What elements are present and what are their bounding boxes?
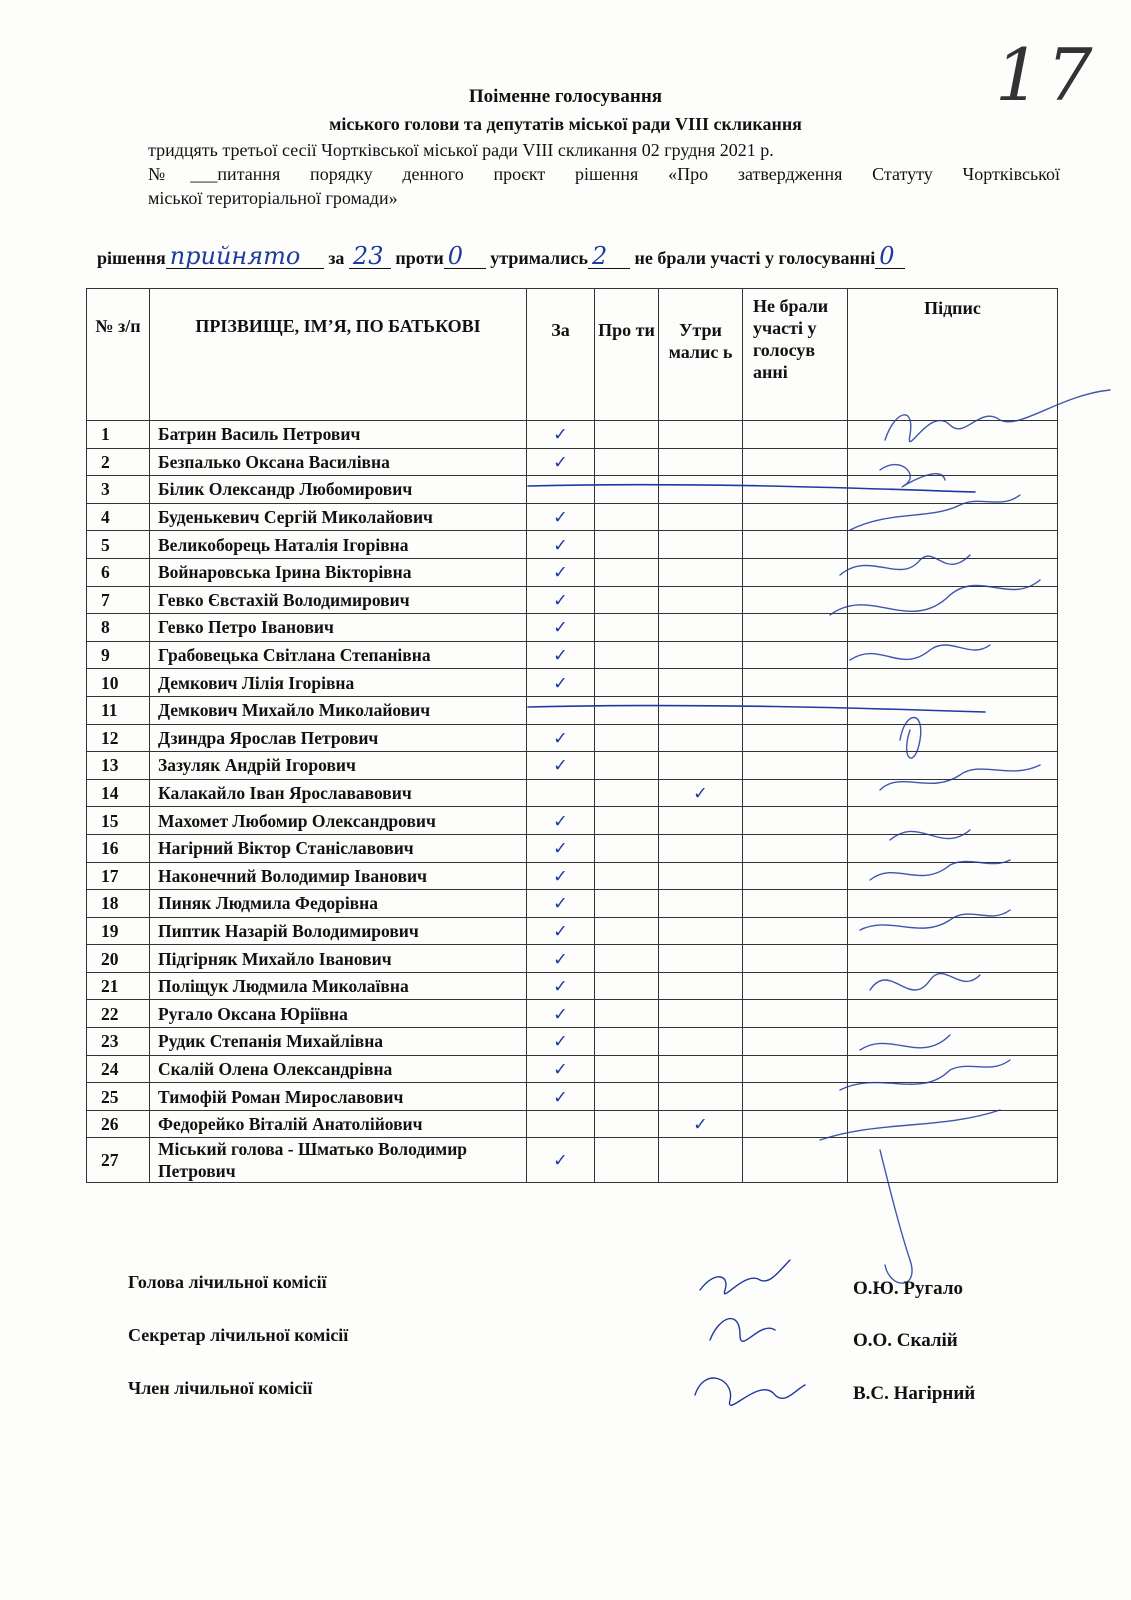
vote-not-voting-cell bbox=[743, 476, 848, 504]
deputy-name: Буденькевич Сергій Миколайович bbox=[150, 503, 527, 531]
row-number: 15 bbox=[87, 807, 150, 835]
vote-for-cell: ✓ bbox=[527, 614, 595, 642]
signature-cell bbox=[848, 752, 1058, 780]
row-number: 27 bbox=[87, 1138, 150, 1183]
vote-against-cell bbox=[595, 890, 659, 918]
vote-not-voting-cell bbox=[743, 586, 848, 614]
deputy-name: Рудик Степанія Михайлівна bbox=[150, 1028, 527, 1056]
signature-cell bbox=[848, 972, 1058, 1000]
table-row bbox=[87, 1028, 1058, 1056]
vote-result-summary bbox=[97, 242, 905, 270]
row-number: 23 bbox=[87, 1028, 150, 1056]
vote-for-cell: ✓ bbox=[527, 421, 595, 449]
abstained-label: утримались bbox=[490, 248, 588, 268]
vote-against-cell bbox=[595, 476, 659, 504]
signature-cell bbox=[848, 696, 1058, 724]
question-line-continued: міської територіальної громади» bbox=[148, 188, 398, 208]
vote-not-voting-cell bbox=[743, 807, 848, 835]
table-row bbox=[87, 696, 1058, 724]
vote-against-cell bbox=[595, 448, 659, 476]
vote-abstained-cell bbox=[659, 834, 743, 862]
row-number: 22 bbox=[87, 1000, 150, 1028]
table-row bbox=[87, 1110, 1058, 1138]
vote-against-cell bbox=[595, 696, 659, 724]
signature-cell bbox=[848, 779, 1058, 807]
vote-abstained-cell bbox=[659, 945, 743, 973]
vote-for-cell: ✓ bbox=[527, 531, 595, 559]
abstained-value: 2 bbox=[592, 242, 608, 270]
vote-not-voting-cell bbox=[743, 696, 848, 724]
signature-cell bbox=[848, 1083, 1058, 1111]
signature-cell bbox=[848, 807, 1058, 835]
deputy-name: Гевко Петро Іванович bbox=[150, 614, 527, 642]
abstained-blank bbox=[588, 242, 630, 270]
signature-cell bbox=[848, 641, 1058, 669]
row-number: 10 bbox=[87, 669, 150, 697]
vote-for-cell: ✓ bbox=[527, 972, 595, 1000]
secretary-label: Секретар лічильної комісії bbox=[128, 1325, 349, 1345]
vote-abstained-cell bbox=[659, 972, 743, 1000]
vote-abstained-cell bbox=[659, 890, 743, 918]
row-number: 6 bbox=[87, 558, 150, 586]
vote-not-voting-cell bbox=[743, 669, 848, 697]
vote-not-voting-cell bbox=[743, 862, 848, 890]
against-value: 0 bbox=[447, 242, 464, 270]
signature-cell bbox=[848, 1028, 1058, 1056]
row-number: 21 bbox=[87, 972, 150, 1000]
signature-cell bbox=[848, 476, 1058, 504]
vote-against-cell bbox=[595, 834, 659, 862]
row-number: 14 bbox=[87, 779, 150, 807]
chair-label: Голова лічильної комісії bbox=[128, 1272, 327, 1292]
signature-cell bbox=[848, 558, 1058, 586]
vote-for-cell: ✓ bbox=[527, 586, 595, 614]
member-label: Член лічильної комісії bbox=[128, 1378, 313, 1398]
table-row bbox=[87, 862, 1058, 890]
header-num: № з/п bbox=[87, 289, 150, 421]
table-row bbox=[87, 752, 1058, 780]
signature-cell bbox=[848, 448, 1058, 476]
vote-not-voting-cell bbox=[743, 614, 848, 642]
vote-against-cell bbox=[595, 614, 659, 642]
vote-against-cell bbox=[595, 807, 659, 835]
vote-abstained-cell bbox=[659, 448, 743, 476]
session-line: тридцять третьої сесії Чортківської міської ради VIII скликання 02 грудня 2021 р. bbox=[148, 140, 774, 160]
row-number: 3 bbox=[87, 476, 150, 504]
vote-for-cell: ✓ bbox=[527, 641, 595, 669]
vote-against-cell bbox=[595, 945, 659, 973]
deputy-name: Демкович Михайло Миколайович bbox=[150, 696, 527, 724]
deputy-name: Грабовецька Світлана Степанівна bbox=[150, 641, 527, 669]
question-line: №___питання порядку денного проєкт рішення «Про затвердження Статуту Чортківської bbox=[148, 164, 1060, 184]
row-number: 20 bbox=[87, 945, 150, 973]
vote-abstained-cell bbox=[659, 641, 743, 669]
signature-cell bbox=[848, 862, 1058, 890]
vote-not-voting-cell bbox=[743, 421, 848, 449]
table-row bbox=[87, 503, 1058, 531]
vote-against-cell bbox=[595, 421, 659, 449]
vote-not-voting-cell bbox=[743, 724, 848, 752]
signature-cell bbox=[848, 1055, 1058, 1083]
vote-abstained-cell bbox=[659, 558, 743, 586]
row-number: 17 bbox=[87, 862, 150, 890]
vote-against-cell bbox=[595, 752, 659, 780]
table-row bbox=[87, 945, 1058, 973]
vote-not-voting-cell bbox=[743, 1028, 848, 1056]
vote-for-cell: ✓ bbox=[527, 669, 595, 697]
vote-for-cell: ✓ bbox=[527, 1000, 595, 1028]
against-blank bbox=[444, 242, 486, 270]
vote-abstained-cell: ✓ bbox=[659, 779, 743, 807]
vote-not-voting-cell bbox=[743, 945, 848, 973]
vote-abstained-cell bbox=[659, 1138, 743, 1183]
signature-cell bbox=[848, 917, 1058, 945]
table-row bbox=[87, 834, 1058, 862]
deputy-name: Пиптик Назарій Володимирович bbox=[150, 917, 527, 945]
vote-for-cell: ✓ bbox=[527, 1055, 595, 1083]
deputy-name: Наконечний Володимир Іванович bbox=[150, 862, 527, 890]
signature-cell bbox=[848, 531, 1058, 559]
vote-abstained-cell bbox=[659, 531, 743, 559]
decision-label: рішення bbox=[97, 248, 166, 268]
table-row bbox=[87, 890, 1058, 918]
table-row bbox=[87, 1055, 1058, 1083]
vote-for-cell: ✓ bbox=[527, 724, 595, 752]
vote-against-cell bbox=[595, 779, 659, 807]
vote-against-cell bbox=[595, 724, 659, 752]
vote-not-voting-cell bbox=[743, 503, 848, 531]
vote-against-cell bbox=[595, 1110, 659, 1138]
vote-abstained-cell bbox=[659, 724, 743, 752]
row-number: 18 bbox=[87, 890, 150, 918]
vote-not-voting-cell bbox=[743, 1138, 848, 1183]
page-number-text: 17 bbox=[995, 33, 1099, 117]
table-row bbox=[87, 558, 1058, 586]
decision-value: прийнято bbox=[169, 242, 301, 270]
row-number: 25 bbox=[87, 1083, 150, 1111]
vote-for-cell: ✓ bbox=[527, 834, 595, 862]
header-against: Про ти bbox=[595, 289, 659, 421]
vote-against-cell bbox=[595, 1083, 659, 1111]
deputy-name: Поліщук Людмила Миколаївна bbox=[150, 972, 527, 1000]
vote-not-voting-cell bbox=[743, 752, 848, 780]
table-row bbox=[87, 1083, 1058, 1111]
deputy-name: Ругало Оксана Юріївна bbox=[150, 1000, 527, 1028]
vote-against-cell bbox=[595, 1028, 659, 1056]
decision-blank bbox=[166, 242, 324, 270]
vote-against-cell bbox=[595, 558, 659, 586]
vote-against-cell bbox=[595, 1000, 659, 1028]
vote-against-cell bbox=[595, 1055, 659, 1083]
header-signature: Підпис bbox=[848, 289, 1058, 421]
deputy-name: Батрин Василь Петрович bbox=[150, 421, 527, 449]
signature-cell bbox=[848, 1138, 1058, 1183]
table-row bbox=[87, 614, 1058, 642]
vote-abstained-cell bbox=[659, 752, 743, 780]
vote-abstained-cell bbox=[659, 1000, 743, 1028]
signature-cell bbox=[848, 586, 1058, 614]
vote-for-cell bbox=[527, 779, 595, 807]
against-label: проти bbox=[395, 248, 444, 268]
signature-cell bbox=[848, 890, 1058, 918]
vote-abstained-cell bbox=[659, 1083, 743, 1111]
deputy-name: Скалій Олена Олександрівна bbox=[150, 1055, 527, 1083]
roll-call-table bbox=[86, 288, 1058, 1183]
row-number: 4 bbox=[87, 503, 150, 531]
vote-for-cell: ✓ bbox=[527, 917, 595, 945]
vote-abstained-cell bbox=[659, 917, 743, 945]
vote-not-voting-cell bbox=[743, 890, 848, 918]
table-row bbox=[87, 724, 1058, 752]
deputy-name: Гевко Євстахій Володимирович bbox=[150, 586, 527, 614]
row-number: 2 bbox=[87, 448, 150, 476]
table-row bbox=[87, 476, 1058, 504]
row-number: 11 bbox=[87, 696, 150, 724]
vote-for-cell: ✓ bbox=[527, 1138, 595, 1183]
row-number: 26 bbox=[87, 1110, 150, 1138]
vote-not-voting-cell bbox=[743, 641, 848, 669]
deputy-name: Тимофій Роман Мирославович bbox=[150, 1083, 527, 1111]
table-row bbox=[87, 421, 1058, 449]
vote-against-cell bbox=[595, 669, 659, 697]
table-row bbox=[87, 1138, 1058, 1183]
table-row bbox=[87, 779, 1058, 807]
table-row bbox=[87, 641, 1058, 669]
vote-abstained-cell bbox=[659, 586, 743, 614]
vote-not-voting-cell bbox=[743, 531, 848, 559]
document-subtitle: міського голови та депутатів міської ради VIII скликання bbox=[329, 114, 802, 134]
deputy-name: Зазуляк Андрій Ігорович bbox=[150, 752, 527, 780]
vote-abstained-cell bbox=[659, 503, 743, 531]
secretary-name: О.О. Скалій bbox=[853, 1330, 958, 1351]
vote-against-cell bbox=[595, 586, 659, 614]
signature-cell bbox=[848, 834, 1058, 862]
row-number: 8 bbox=[87, 614, 150, 642]
vote-against-cell bbox=[595, 972, 659, 1000]
row-number: 12 bbox=[87, 724, 150, 752]
vote-abstained-cell: ✓ bbox=[659, 1110, 743, 1138]
vote-against-cell bbox=[595, 503, 659, 531]
for-label: за bbox=[328, 248, 345, 268]
deputy-name: Демкович Лілія Ігорівна bbox=[150, 669, 527, 697]
vote-not-voting-cell bbox=[743, 834, 848, 862]
vote-not-voting-cell bbox=[743, 779, 848, 807]
signature-cell bbox=[848, 669, 1058, 697]
chair-name: О.Ю. Ругало bbox=[853, 1278, 963, 1299]
row-number: 13 bbox=[87, 752, 150, 780]
vote-abstained-cell bbox=[659, 1028, 743, 1056]
table-row bbox=[87, 586, 1058, 614]
table-row bbox=[87, 807, 1058, 835]
deputy-name: Нагірний Віктор Станіславович bbox=[150, 834, 527, 862]
vote-not-voting-cell bbox=[743, 917, 848, 945]
deputy-name: Великоборець Наталія Ігорівна bbox=[150, 531, 527, 559]
vote-for-cell: ✓ bbox=[527, 503, 595, 531]
commission-signatures bbox=[695, 1260, 805, 1405]
table-row bbox=[87, 531, 1058, 559]
vote-for-cell bbox=[527, 1110, 595, 1138]
signature-cell bbox=[848, 421, 1058, 449]
signature-cell bbox=[848, 1110, 1058, 1138]
vote-for-cell: ✓ bbox=[527, 448, 595, 476]
vote-against-cell bbox=[595, 917, 659, 945]
deputy-name: Підгірняк Михайло Іванович bbox=[150, 945, 527, 973]
not-voting-label: не брали участі у голосуванні bbox=[634, 248, 876, 268]
vote-not-voting-cell bbox=[743, 972, 848, 1000]
vote-against-cell bbox=[595, 641, 659, 669]
table-row bbox=[87, 972, 1058, 1000]
deputy-name: Пиняк Людмила Федорівна bbox=[150, 890, 527, 918]
table-header-row bbox=[87, 289, 1058, 421]
vote-for-cell bbox=[527, 476, 595, 504]
vote-abstained-cell bbox=[659, 807, 743, 835]
member-name: В.С. Нагірний bbox=[853, 1383, 976, 1404]
vote-for-cell: ✓ bbox=[527, 752, 595, 780]
deputy-name: Міський голова - Шматько Володимир Петрович bbox=[150, 1138, 527, 1183]
vote-abstained-cell bbox=[659, 696, 743, 724]
vote-for-cell: ✓ bbox=[527, 807, 595, 835]
vote-for-cell: ✓ bbox=[527, 558, 595, 586]
document-title: Поіменне голосування bbox=[468, 86, 663, 107]
row-number: 5 bbox=[87, 531, 150, 559]
vote-for-cell bbox=[527, 696, 595, 724]
row-number: 24 bbox=[87, 1055, 150, 1083]
vote-abstained-cell bbox=[659, 1055, 743, 1083]
deputy-name: Безпалько Оксана Василівна bbox=[150, 448, 527, 476]
signature-cell bbox=[848, 1000, 1058, 1028]
signature-cell bbox=[848, 614, 1058, 642]
table-row bbox=[87, 448, 1058, 476]
row-number: 7 bbox=[87, 586, 150, 614]
header-not-voting: Не брали участі у голосув анні bbox=[743, 289, 848, 421]
deputy-name: Войнаровська Ірина Вікторівна bbox=[150, 558, 527, 586]
header-abstained: Утри малис ь bbox=[659, 289, 743, 421]
row-number: 9 bbox=[87, 641, 150, 669]
vote-for-cell: ✓ bbox=[527, 1028, 595, 1056]
deputy-name: Калакайло Іван Ярослававович bbox=[150, 779, 527, 807]
not-voting-value: 0 bbox=[879, 242, 895, 270]
vote-not-voting-cell bbox=[743, 558, 848, 586]
table-row bbox=[87, 669, 1058, 697]
vote-against-cell bbox=[595, 1138, 659, 1183]
deputy-name: Махомет Любомир Олександрович bbox=[150, 807, 527, 835]
vote-not-voting-cell bbox=[743, 1083, 848, 1111]
signature-cell bbox=[848, 724, 1058, 752]
deputy-name: Білик Олександр Любомирович bbox=[150, 476, 527, 504]
vote-not-voting-cell bbox=[743, 1000, 848, 1028]
vote-abstained-cell bbox=[659, 614, 743, 642]
vote-abstained-cell bbox=[659, 862, 743, 890]
deputy-name: Дзиндра Ярослав Петрович bbox=[150, 724, 527, 752]
row-number: 1 bbox=[87, 421, 150, 449]
not-voting-blank bbox=[875, 242, 905, 270]
vote-not-voting-cell bbox=[743, 1055, 848, 1083]
vote-against-cell bbox=[595, 531, 659, 559]
vote-abstained-cell bbox=[659, 421, 743, 449]
signature-cell bbox=[848, 503, 1058, 531]
vote-for-cell: ✓ bbox=[527, 890, 595, 918]
for-blank bbox=[349, 242, 391, 270]
vote-for-cell: ✓ bbox=[527, 945, 595, 973]
vote-abstained-cell bbox=[659, 476, 743, 504]
header-for: За bbox=[527, 289, 595, 421]
vote-abstained-cell bbox=[659, 669, 743, 697]
row-number: 16 bbox=[87, 834, 150, 862]
vote-for-cell: ✓ bbox=[527, 862, 595, 890]
vote-against-cell bbox=[595, 862, 659, 890]
vote-not-voting-cell bbox=[743, 1110, 848, 1138]
header-name: ПРІЗВИЩЕ, ІМ’Я, ПО БАТЬКОВІ bbox=[150, 289, 527, 421]
signature-cell bbox=[848, 945, 1058, 973]
table-row bbox=[87, 917, 1058, 945]
row-number: 19 bbox=[87, 917, 150, 945]
for-value: 23 bbox=[352, 242, 384, 270]
vote-not-voting-cell bbox=[743, 448, 848, 476]
deputy-name: Федорейко Віталій Анатолійович bbox=[150, 1110, 527, 1138]
vote-for-cell: ✓ bbox=[527, 1083, 595, 1111]
table-row bbox=[87, 1000, 1058, 1028]
